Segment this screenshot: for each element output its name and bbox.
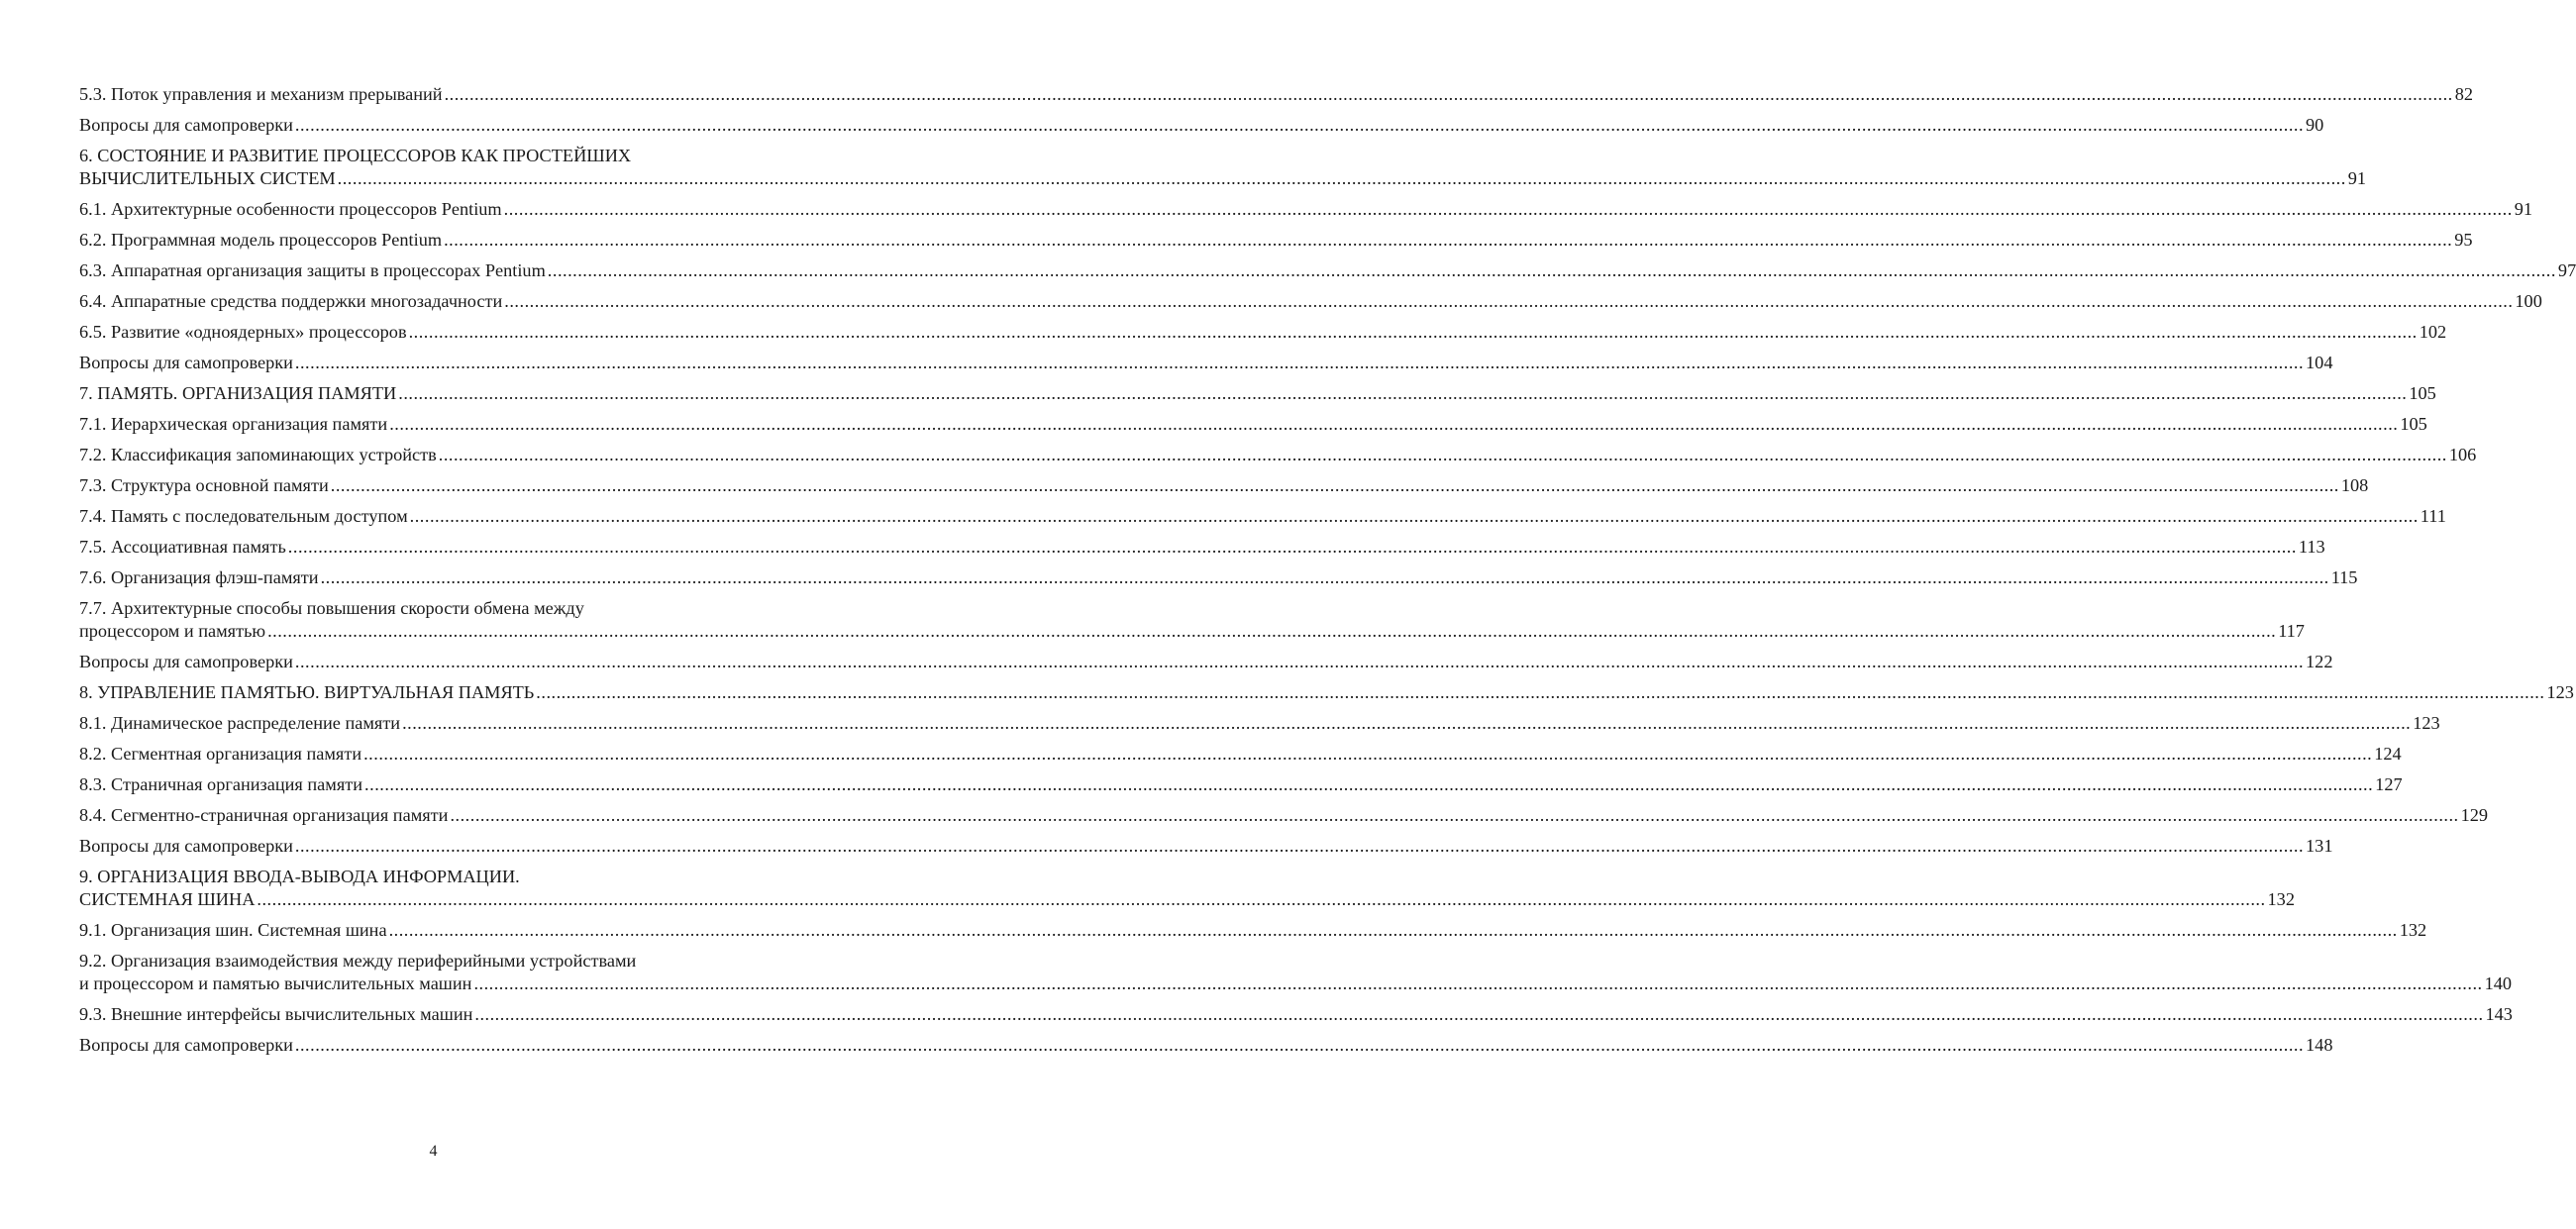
toc-entry-page: 132 bbox=[2267, 889, 2295, 909]
toc-entry-line bbox=[79, 651, 2333, 673]
toc-entry-page: 131 bbox=[2306, 836, 2333, 856]
toc-entry-page: 140 bbox=[2484, 973, 2512, 993]
toc-entry-page: 100 bbox=[2515, 291, 2542, 311]
toc-entry bbox=[79, 804, 2489, 827]
dot-leader: ................................................................................................................................................................................................................................................................................................................................................................................................................ bbox=[388, 920, 2398, 940]
toc-entry-line bbox=[79, 290, 2542, 313]
dot-leader: ................................................................................................................................................................................................................................................................................................................................................................................................................ bbox=[363, 744, 2373, 764]
toc-entry bbox=[79, 597, 2305, 643]
toc-entry-line bbox=[79, 382, 2436, 405]
toc-entry-title: Вопросы для самопроверки bbox=[79, 353, 293, 372]
toc-entry-title: Вопросы для самопроверки bbox=[79, 1035, 293, 1055]
dot-leader: ................................................................................................................................................................................................................................................................................................................................................................................................................ bbox=[473, 973, 2483, 993]
toc-entry-page: 111 bbox=[2420, 506, 2446, 526]
toc-entry-line bbox=[79, 773, 2403, 796]
dot-leader: ................................................................................................................................................................................................................................................................................................................................................................................................................ bbox=[438, 445, 2447, 464]
toc-entry-title: Вопросы для самопроверки bbox=[79, 836, 293, 856]
dot-leader: ................................................................................................................................................................................................................................................................................................................................................................................................................ bbox=[364, 774, 2374, 794]
toc-entry-page: 95 bbox=[2454, 230, 2473, 250]
toc-entry-title-line: 9. ОРГАНИЗАЦИЯ ВВОДА-ВЫВОДА ИНФОРМАЦИИ. bbox=[79, 867, 520, 886]
toc-entry-title: 6.1. Архитектурные особенности процессоров Pentium bbox=[79, 199, 502, 219]
toc-entry bbox=[79, 413, 2427, 436]
toc-entry-page: 102 bbox=[2419, 322, 2447, 342]
toc-entry-line bbox=[79, 835, 2333, 858]
toc-entry-page: 108 bbox=[2340, 475, 2369, 495]
toc-entry-line bbox=[79, 919, 2427, 942]
toc-entry-title: ВЫЧИСЛИТЕЛЬНЫХ СИСТЕМ bbox=[79, 168, 336, 188]
dot-leader: ................................................................................................................................................................................................................................................................................................................................................................................................................ bbox=[408, 322, 2418, 342]
toc-entry-line bbox=[79, 444, 2477, 466]
dot-leader: ................................................................................................................................................................................................................................................................................................................................................................................................................ bbox=[320, 567, 2329, 587]
toc-entry-title: 8.1. Динамическое распределение памяти bbox=[79, 713, 401, 733]
toc-entry-title-line: 6. СОСТОЯНИЕ И РАЗВИТИЕ ПРОЦЕССОРОВ КАК ПРОСТЕЙШИХ bbox=[79, 146, 632, 165]
toc-entry-line bbox=[79, 474, 2369, 497]
dot-leader: ................................................................................................................................................................................................................................................................................................................................................................................................................ bbox=[409, 506, 2419, 526]
toc-entry-page: 117 bbox=[2278, 621, 2305, 641]
toc-entry bbox=[79, 536, 2325, 559]
toc-entry bbox=[79, 505, 2446, 528]
toc-entry-title: 6.3. Аппаратная организация защиты в процессорах Pentium bbox=[79, 260, 546, 280]
toc-entry bbox=[79, 1034, 2333, 1057]
dot-leader: ................................................................................................................................................................................................................................................................................................................................................................................................................ bbox=[450, 805, 2459, 825]
toc-entry bbox=[79, 382, 2436, 405]
toc-entry bbox=[79, 83, 2473, 106]
toc-entry-line bbox=[79, 167, 2367, 190]
dot-leader: ................................................................................................................................................................................................................................................................................................................................................................................................................ bbox=[402, 713, 2412, 733]
toc-entry-page: 97 bbox=[2557, 260, 2576, 280]
toc-entry bbox=[79, 681, 2574, 704]
toc-entry-line bbox=[79, 321, 2447, 344]
toc-entry-title-line: 7.7. Архитектурные способы повышения скорости обмена между bbox=[79, 598, 584, 618]
table-of-contents bbox=[79, 83, 2576, 1065]
dot-leader: ................................................................................................................................................................................................................................................................................................................................................................................................................ bbox=[389, 414, 2399, 434]
toc-entry-title: 7.5. Ассоциативная память bbox=[79, 537, 286, 557]
toc-entry-page: 106 bbox=[2448, 445, 2477, 464]
dot-leader: ................................................................................................................................................................................................................................................................................................................................................................................................................ bbox=[547, 260, 2556, 280]
toc-entry-title: 5.3. Поток управления и механизм прерываний bbox=[79, 84, 443, 104]
toc-entry-line bbox=[79, 413, 2427, 436]
toc-entry-line bbox=[79, 804, 2489, 827]
toc-entry bbox=[79, 1003, 2513, 1026]
toc-entry bbox=[79, 712, 2440, 735]
toc-entry-title: 8.3. Страничная организация памяти bbox=[79, 774, 363, 794]
dot-leader: ................................................................................................................................................................................................................................................................................................................................................................................................................ bbox=[444, 230, 2453, 250]
toc-entry-line bbox=[79, 1003, 2513, 1026]
toc-entry-title: 8. УПРАВЛЕНИЕ ПАМЯТЬЮ. ВИРТУАЛЬНАЯ ПАМЯТЬ bbox=[79, 682, 535, 702]
toc-entry-page: 91 bbox=[2514, 199, 2533, 219]
dot-leader: ................................................................................................................................................................................................................................................................................................................................................................................................................ bbox=[536, 682, 2545, 702]
toc-entry-line bbox=[79, 1034, 2333, 1057]
toc-entry-page: 129 bbox=[2460, 805, 2489, 825]
toc-entry bbox=[79, 651, 2333, 673]
toc-entry-line bbox=[79, 198, 2533, 221]
toc-entry bbox=[79, 352, 2333, 374]
toc-entry-line bbox=[79, 681, 2574, 704]
toc-entry bbox=[79, 444, 2477, 466]
dot-leader: ................................................................................................................................................................................................................................................................................................................................................................................................................ bbox=[330, 475, 2339, 495]
toc-entry-line bbox=[79, 743, 2402, 766]
toc-entry-title: 6.2. Программная модель процессоров Pentium bbox=[79, 230, 443, 250]
dot-leader: ................................................................................................................................................................................................................................................................................................................................................................................................................ bbox=[504, 291, 2514, 311]
toc-entry bbox=[79, 566, 2358, 589]
toc-entry bbox=[79, 290, 2542, 313]
dot-leader: ................................................................................................................................................................................................................................................................................................................................................................................................................ bbox=[337, 168, 2346, 188]
toc-entry bbox=[79, 919, 2427, 942]
toc-entry-line bbox=[79, 352, 2333, 374]
toc-entry-page: 105 bbox=[2409, 383, 2436, 403]
dot-leader: ................................................................................................................................................................................................................................................................................................................................................................................................................ bbox=[294, 1035, 2305, 1055]
toc-entry-title: 7.4. Память с последовательным доступом bbox=[79, 506, 408, 526]
toc-entry-page: 127 bbox=[2375, 774, 2403, 794]
toc-entry bbox=[79, 773, 2403, 796]
toc-entry-line bbox=[79, 620, 2305, 643]
toc-entry-title: 9.3. Внешние интерфейсы вычислительных машин bbox=[79, 1004, 473, 1024]
dot-leader: ................................................................................................................................................................................................................................................................................................................................................................................................................ bbox=[398, 383, 2408, 403]
toc-entry-line bbox=[79, 114, 2324, 137]
toc-entry-line bbox=[79, 566, 2358, 589]
toc-entry-page: 148 bbox=[2306, 1035, 2333, 1055]
toc-entry-title: 9.1. Организация шин. Системная шина bbox=[79, 920, 387, 940]
toc-entry-title: Вопросы для самопроверки bbox=[79, 652, 293, 671]
toc-entry-title: СИСТЕМНАЯ ШИНА bbox=[79, 889, 256, 909]
toc-entry-line bbox=[79, 888, 2295, 911]
dot-leader: ................................................................................................................................................................................................................................................................................................................................................................................................................ bbox=[294, 836, 2305, 856]
toc-entry bbox=[79, 114, 2324, 137]
toc-entry-title: 7. ПАМЯТЬ. ОРГАНИЗАЦИЯ ПАМЯТИ bbox=[79, 383, 397, 403]
toc-entry-page: 123 bbox=[2546, 682, 2574, 702]
toc-entry-title: процессором и памятью bbox=[79, 621, 266, 641]
toc-entry-title: 6.4. Аппаратные средства поддержки многозадачности bbox=[79, 291, 503, 311]
toc-entry-page: 82 bbox=[2454, 84, 2473, 104]
toc-entry-title: 7.2. Классификация запоминающих устройств bbox=[79, 445, 437, 464]
toc-entry-line bbox=[79, 505, 2446, 528]
toc-entry bbox=[79, 474, 2369, 497]
toc-entry-title: 7.6. Организация флэш-памяти bbox=[79, 567, 319, 587]
toc-entry-page: 90 bbox=[2306, 115, 2324, 135]
toc-entry-title: 7.1. Иерархическая организация памяти bbox=[79, 414, 388, 434]
toc-entry-page: 104 bbox=[2306, 353, 2333, 372]
toc-entry-title: 6.5. Развитие «одноядерных» процессоров bbox=[79, 322, 407, 342]
toc-entry-line bbox=[79, 229, 2473, 252]
dot-leader: ................................................................................................................................................................................................................................................................................................................................................................................................................ bbox=[257, 889, 2266, 909]
dot-leader: ................................................................................................................................................................................................................................................................................................................................................................................................................ bbox=[267, 621, 2277, 641]
toc-entry bbox=[79, 321, 2447, 344]
toc-entry-page: 122 bbox=[2306, 652, 2333, 671]
toc-entry-title: 8.2. Сегментная организация памяти bbox=[79, 744, 362, 764]
dot-leader: ................................................................................................................................................................................................................................................................................................................................................................................................................ bbox=[294, 353, 2305, 372]
dot-leader: ................................................................................................................................................................................................................................................................................................................................................................................................................ bbox=[287, 537, 2297, 557]
toc-entry-page: 105 bbox=[2400, 414, 2427, 434]
toc-entry-line bbox=[79, 83, 2473, 106]
toc-entry-line bbox=[79, 536, 2325, 559]
toc-entry bbox=[79, 866, 2295, 911]
dot-leader: ................................................................................................................................................................................................................................................................................................................................................................................................................ bbox=[294, 115, 2305, 135]
toc-entry-title: и процессором и памятью вычислительных машин bbox=[79, 973, 472, 993]
toc-entry-title: 8.4. Сегментно-страничная организация памяти bbox=[79, 805, 449, 825]
toc-entry-title: Вопросы для самопроверки bbox=[79, 115, 293, 135]
toc-entry-page: 123 bbox=[2413, 713, 2440, 733]
toc-entry-page: 124 bbox=[2374, 744, 2402, 764]
toc-entry-page: 115 bbox=[2330, 567, 2358, 587]
toc-entry-line bbox=[79, 973, 2512, 995]
toc-entry bbox=[79, 259, 2576, 282]
toc-entry-title-line: 9.2. Организация взаимодействия между периферийными устройствами bbox=[79, 951, 637, 971]
dot-leader: ................................................................................................................................................................................................................................................................................................................................................................................................................ bbox=[294, 652, 2305, 671]
toc-entry bbox=[79, 145, 2367, 190]
dot-leader: ................................................................................................................................................................................................................................................................................................................................................................................................................ bbox=[503, 199, 2513, 219]
page-number: 4 bbox=[429, 1143, 438, 1160]
toc-entry-title: 7.3. Структура основной памяти bbox=[79, 475, 329, 495]
toc-entry-line bbox=[79, 712, 2440, 735]
toc-entry bbox=[79, 950, 2512, 995]
toc-entry bbox=[79, 743, 2402, 766]
toc-entry-page: 143 bbox=[2485, 1004, 2513, 1024]
toc-entry-page: 113 bbox=[2298, 537, 2325, 557]
dot-leader: ................................................................................................................................................................................................................................................................................................................................................................................................................ bbox=[474, 1004, 2484, 1024]
toc-entry bbox=[79, 198, 2533, 221]
toc-entry bbox=[79, 835, 2333, 858]
toc-entry bbox=[79, 229, 2473, 252]
toc-entry-page: 91 bbox=[2347, 168, 2367, 188]
toc-entry-page: 132 bbox=[2399, 920, 2427, 940]
toc-entry-line bbox=[79, 259, 2576, 282]
dot-leader: ................................................................................................................................................................................................................................................................................................................................................................................................................ bbox=[444, 84, 2453, 104]
